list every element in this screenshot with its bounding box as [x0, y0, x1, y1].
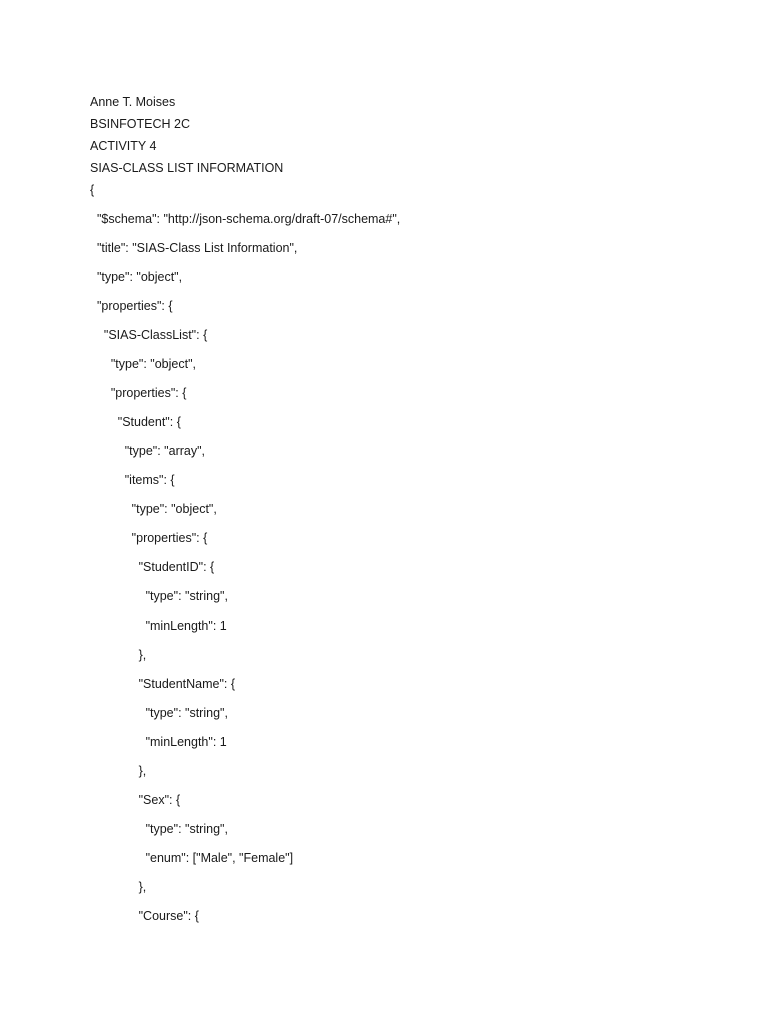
code-line: }, — [90, 880, 147, 894]
section-label: BSINFOTECH 2C — [90, 117, 191, 131]
document-title: SIAS-CLASS LIST INFORMATION — [90, 161, 284, 175]
code-line: "type": "array", — [90, 444, 206, 458]
code-line: "title": "SIAS-Class List Information", — [90, 241, 298, 255]
code-line: "SIAS-ClassList": { — [90, 328, 208, 342]
code-line: }, — [90, 648, 147, 662]
code-line: "enum": ["Male", "Female"] — [90, 851, 294, 865]
code-line: "items": { — [90, 473, 175, 487]
code-line: "type": "object", — [90, 270, 183, 284]
code-line: "properties": { — [90, 386, 187, 400]
code-line: "StudentName": { — [90, 677, 236, 691]
code-line: "type": "string", — [90, 589, 228, 603]
code-line: "minLength": 1 — [90, 619, 227, 633]
code-line: "properties": { — [90, 531, 208, 545]
code-line: "StudentID": { — [90, 560, 215, 574]
code-line: "type": "object", — [90, 357, 196, 371]
code-line: }, — [90, 764, 147, 778]
code-line: "type": "object", — [90, 502, 217, 516]
code-line: "Student": { — [90, 415, 181, 429]
code-line: "minLength": 1 — [90, 735, 227, 749]
author-name: Anne T. Moises — [90, 95, 176, 109]
code-line: "type": "string", — [90, 706, 228, 720]
code-line: { — [90, 183, 95, 197]
code-line: "$schema": "http://json-schema.org/draft-07/schema#", — [90, 212, 401, 226]
code-line: "Sex": { — [90, 793, 181, 807]
activity-label: ACTIVITY 4 — [90, 139, 157, 153]
code-line: "Course": { — [90, 909, 199, 923]
code-line: "properties": { — [90, 299, 173, 313]
code-line: "type": "string", — [90, 822, 228, 836]
